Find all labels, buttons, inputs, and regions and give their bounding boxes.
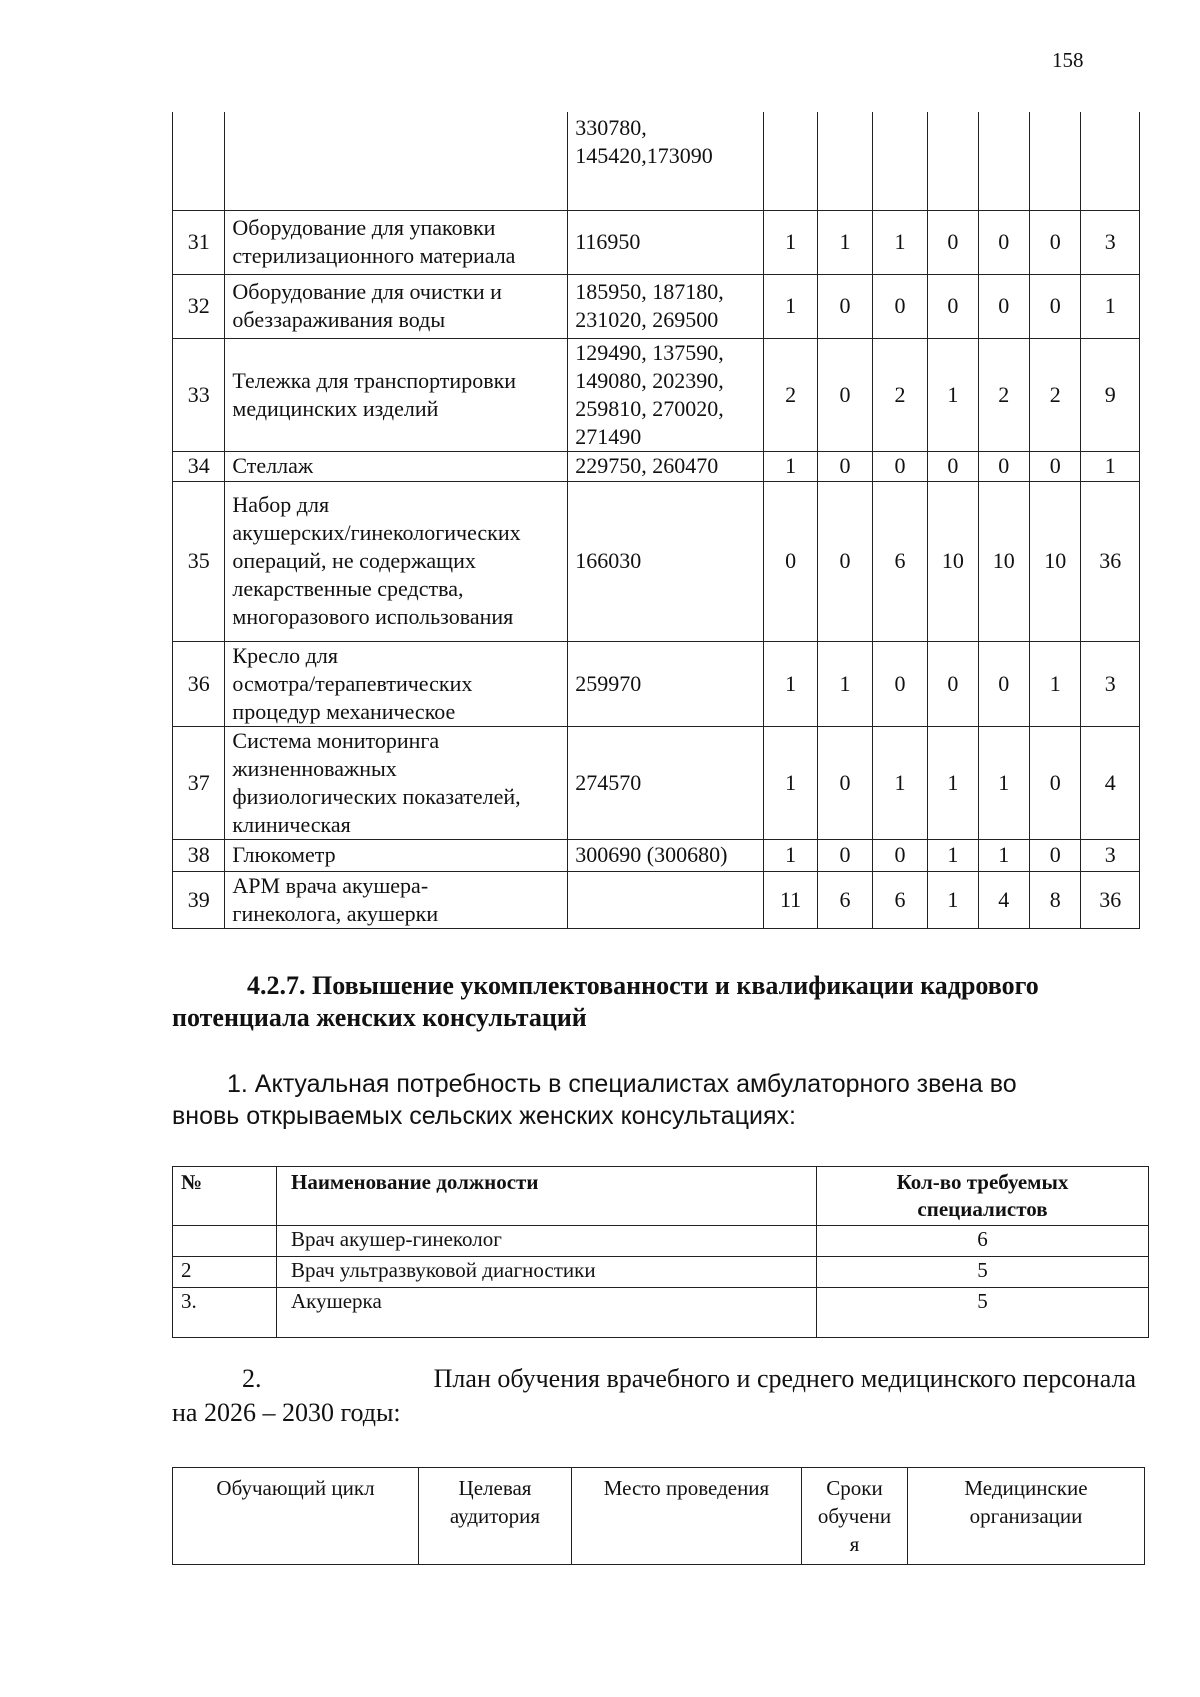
okpd-codes-cell: 116950: [568, 210, 764, 274]
staff-table-header: [173, 1167, 1149, 1226]
quantity-value: 0: [818, 451, 872, 481]
quantity-value: 6: [872, 481, 927, 641]
quantity-value: 0: [978, 451, 1029, 481]
quantity-value: 1: [1030, 641, 1081, 726]
quantity-value: 1: [763, 451, 817, 481]
okpd-codes-cell: 166030: [568, 481, 764, 641]
quantity-value: 2: [978, 338, 1029, 451]
quantity-value: 0: [818, 274, 872, 338]
row-number: 3.: [173, 1288, 277, 1338]
quantity-value: 1: [763, 839, 817, 871]
table-row: [173, 641, 1140, 726]
row-position: Врач акушер-гинеколог: [277, 1226, 817, 1257]
quantity-value: 0: [978, 274, 1029, 338]
quantity-value: 0: [872, 839, 927, 871]
row-number: 36: [173, 641, 225, 726]
quantity-value: 0: [928, 451, 978, 481]
row-number: [173, 1226, 277, 1257]
quantity-value: 0: [978, 210, 1029, 274]
equipment-table: [172, 112, 1140, 929]
quantity-value: 6: [872, 871, 927, 928]
total-value: 1: [1081, 274, 1140, 338]
total-value: 1: [1081, 451, 1140, 481]
table-row-continued: [173, 112, 1140, 210]
table-row: [173, 210, 1140, 274]
paragraph-2-line-1: [172, 1362, 1136, 1396]
header-position: Наименование должности: [277, 1167, 817, 1226]
quantity-value: 0: [818, 726, 872, 839]
quantity-value: 1: [978, 839, 1029, 871]
quantity-value: 10: [1030, 481, 1081, 641]
total-value: 9: [1081, 338, 1140, 451]
total-value: 36: [1081, 481, 1140, 641]
row-count: 5: [817, 1288, 1149, 1338]
okpd-codes-cell: 185950, 187180, 231020, 269500: [568, 274, 764, 338]
quantity-value: 0: [1030, 726, 1081, 839]
table-row: [173, 871, 1140, 928]
quantity-value: 0: [928, 210, 978, 274]
quantity-value: 0: [1030, 210, 1081, 274]
quantity-value: 1: [928, 726, 978, 839]
row-number: 2: [173, 1257, 277, 1288]
header-training-period: Сроки обучени я: [802, 1468, 908, 1565]
quantity-value: 1: [763, 274, 817, 338]
quantity-value: 1: [818, 210, 872, 274]
table-row: [173, 726, 1140, 839]
row-number: 31: [173, 210, 225, 274]
row-number: 32: [173, 274, 225, 338]
okpd-codes-cell: 259970: [568, 641, 764, 726]
quantity-value: 0: [818, 338, 872, 451]
row-number: 39: [173, 871, 225, 928]
equipment-name: Система мониторинга жизненноважных физиологических показателей, клиническая: [225, 726, 568, 839]
quantity-value: 0: [872, 641, 927, 726]
header-training-cycle: Обучающий цикл: [173, 1468, 419, 1565]
okpd-codes-cell: [568, 871, 764, 928]
header-count: Кол-во требуемых специалистов: [817, 1167, 1149, 1226]
equipment-name: Стеллаж: [225, 451, 568, 481]
quantity-value: 10: [978, 481, 1029, 641]
quantity-value: 1: [928, 338, 978, 451]
okpd-codes-cell: 274570: [568, 726, 764, 839]
quantity-value: 0: [818, 839, 872, 871]
row-number: 34: [173, 451, 225, 481]
training-plan-header: [173, 1468, 1145, 1565]
header-venue: Место проведения: [572, 1468, 802, 1565]
table-row: [173, 1226, 1149, 1257]
table-row: [173, 481, 1140, 641]
table-row: [173, 338, 1140, 451]
quantity-value: 0: [1030, 451, 1081, 481]
quantity-value: 6: [818, 871, 872, 928]
training-plan-table: [172, 1467, 1145, 1565]
page-number: 158: [1052, 48, 1084, 72]
row-count: 5: [817, 1257, 1149, 1288]
quantity-value: 0: [763, 481, 817, 641]
total-value: 3: [1081, 210, 1140, 274]
section-heading-line-2: потенциала женских консультаций: [172, 1003, 587, 1032]
okpd-codes-cell: 300690 (300680): [568, 839, 764, 871]
row-position: Врач ультразвуковой диагностики: [277, 1257, 817, 1288]
table-row: [173, 1257, 1149, 1288]
paragraph-1-line-1: 1. Актуальная потребность в специалистах амбулаторного звена во: [227, 1070, 1017, 1098]
equipment-name: АРМ врача акушера- гинеколога, акушерки: [225, 871, 568, 928]
row-count: 6: [817, 1226, 1149, 1257]
table-row: [173, 1288, 1149, 1338]
section-heading-line-1: 4.2.7. Повышение укомплектованности и квалификации кадрового: [247, 971, 1039, 1000]
section-heading: [172, 970, 1132, 1034]
paragraph-1-line-2: вновь открываемых сельских женских консультациях:: [172, 1102, 796, 1130]
paragraph-2-line-2: на 2026 – 2030 годы:: [172, 1398, 401, 1427]
table-row: [173, 274, 1140, 338]
quantity-value: 0: [1030, 839, 1081, 871]
equipment-name: Набор для акушерских/гинекологических операций, не содержащих лекарственные средства, многоразового использования: [225, 481, 568, 641]
quantity-value: 0: [872, 451, 927, 481]
table-row: [173, 839, 1140, 871]
quantity-value: 1: [818, 641, 872, 726]
header-number: №: [173, 1167, 277, 1226]
row-number: 38: [173, 839, 225, 871]
quantity-value: 1: [928, 871, 978, 928]
okpd-codes-cell: 229750, 260470: [568, 451, 764, 481]
quantity-value: 0: [1030, 274, 1081, 338]
okpd-codes-cell: 330780, 145420,173090: [568, 112, 764, 210]
total-value: 3: [1081, 839, 1140, 871]
total-value: 3: [1081, 641, 1140, 726]
quantity-value: 1: [872, 726, 927, 839]
total-value: 36: [1081, 871, 1140, 928]
quantity-value: 2: [763, 338, 817, 451]
quantity-value: 11: [763, 871, 817, 928]
row-number: 33: [173, 338, 225, 451]
okpd-codes-cell: 129490, 137590, 149080, 202390, 259810, 270020, 271490: [568, 338, 764, 451]
staff-needs-table: [172, 1166, 1149, 1338]
quantity-value: 1: [928, 839, 978, 871]
paragraph-2-number: 2.: [242, 1364, 262, 1393]
quantity-value: 0: [928, 641, 978, 726]
quantity-value: 4: [978, 871, 1029, 928]
quantity-value: 10: [928, 481, 978, 641]
total-value: 4: [1081, 726, 1140, 839]
row-number: 37: [173, 726, 225, 839]
equipment-name: Глюкометр: [225, 839, 568, 871]
equipment-name: Оборудование для упаковки стерилизационного материала: [225, 210, 568, 274]
quantity-value: 0: [978, 641, 1029, 726]
quantity-value: 1: [978, 726, 1029, 839]
paragraph-1: [172, 1068, 1136, 1132]
paragraph-2: [172, 1362, 1136, 1430]
quantity-value: 1: [872, 210, 927, 274]
row-number: 35: [173, 481, 225, 641]
quantity-value: 2: [872, 338, 927, 451]
quantity-value: 1: [763, 726, 817, 839]
quantity-value: 0: [928, 274, 978, 338]
quantity-value: 8: [1030, 871, 1081, 928]
table-row: [173, 451, 1140, 481]
quantity-value: 1: [763, 210, 817, 274]
header-medical-organizations: Медицинские организации: [908, 1468, 1145, 1565]
quantity-value: 0: [872, 274, 927, 338]
equipment-name: Оборудование для очистки и обеззараживания воды: [225, 274, 568, 338]
quantity-value: 1: [763, 641, 817, 726]
quantity-value: 0: [818, 481, 872, 641]
quantity-value: 2: [1030, 338, 1081, 451]
row-position: Акушерка: [277, 1288, 817, 1338]
header-target-audience: Целевая аудитория: [419, 1468, 572, 1565]
paragraph-2-text: План обучения врачебного и среднего медицинского персонала: [433, 1364, 1136, 1393]
equipment-name: Кресло для осмотра/терапевтических процедур механическое: [225, 641, 568, 726]
equipment-name: Тележка для транспортировки медицинских изделий: [225, 338, 568, 451]
